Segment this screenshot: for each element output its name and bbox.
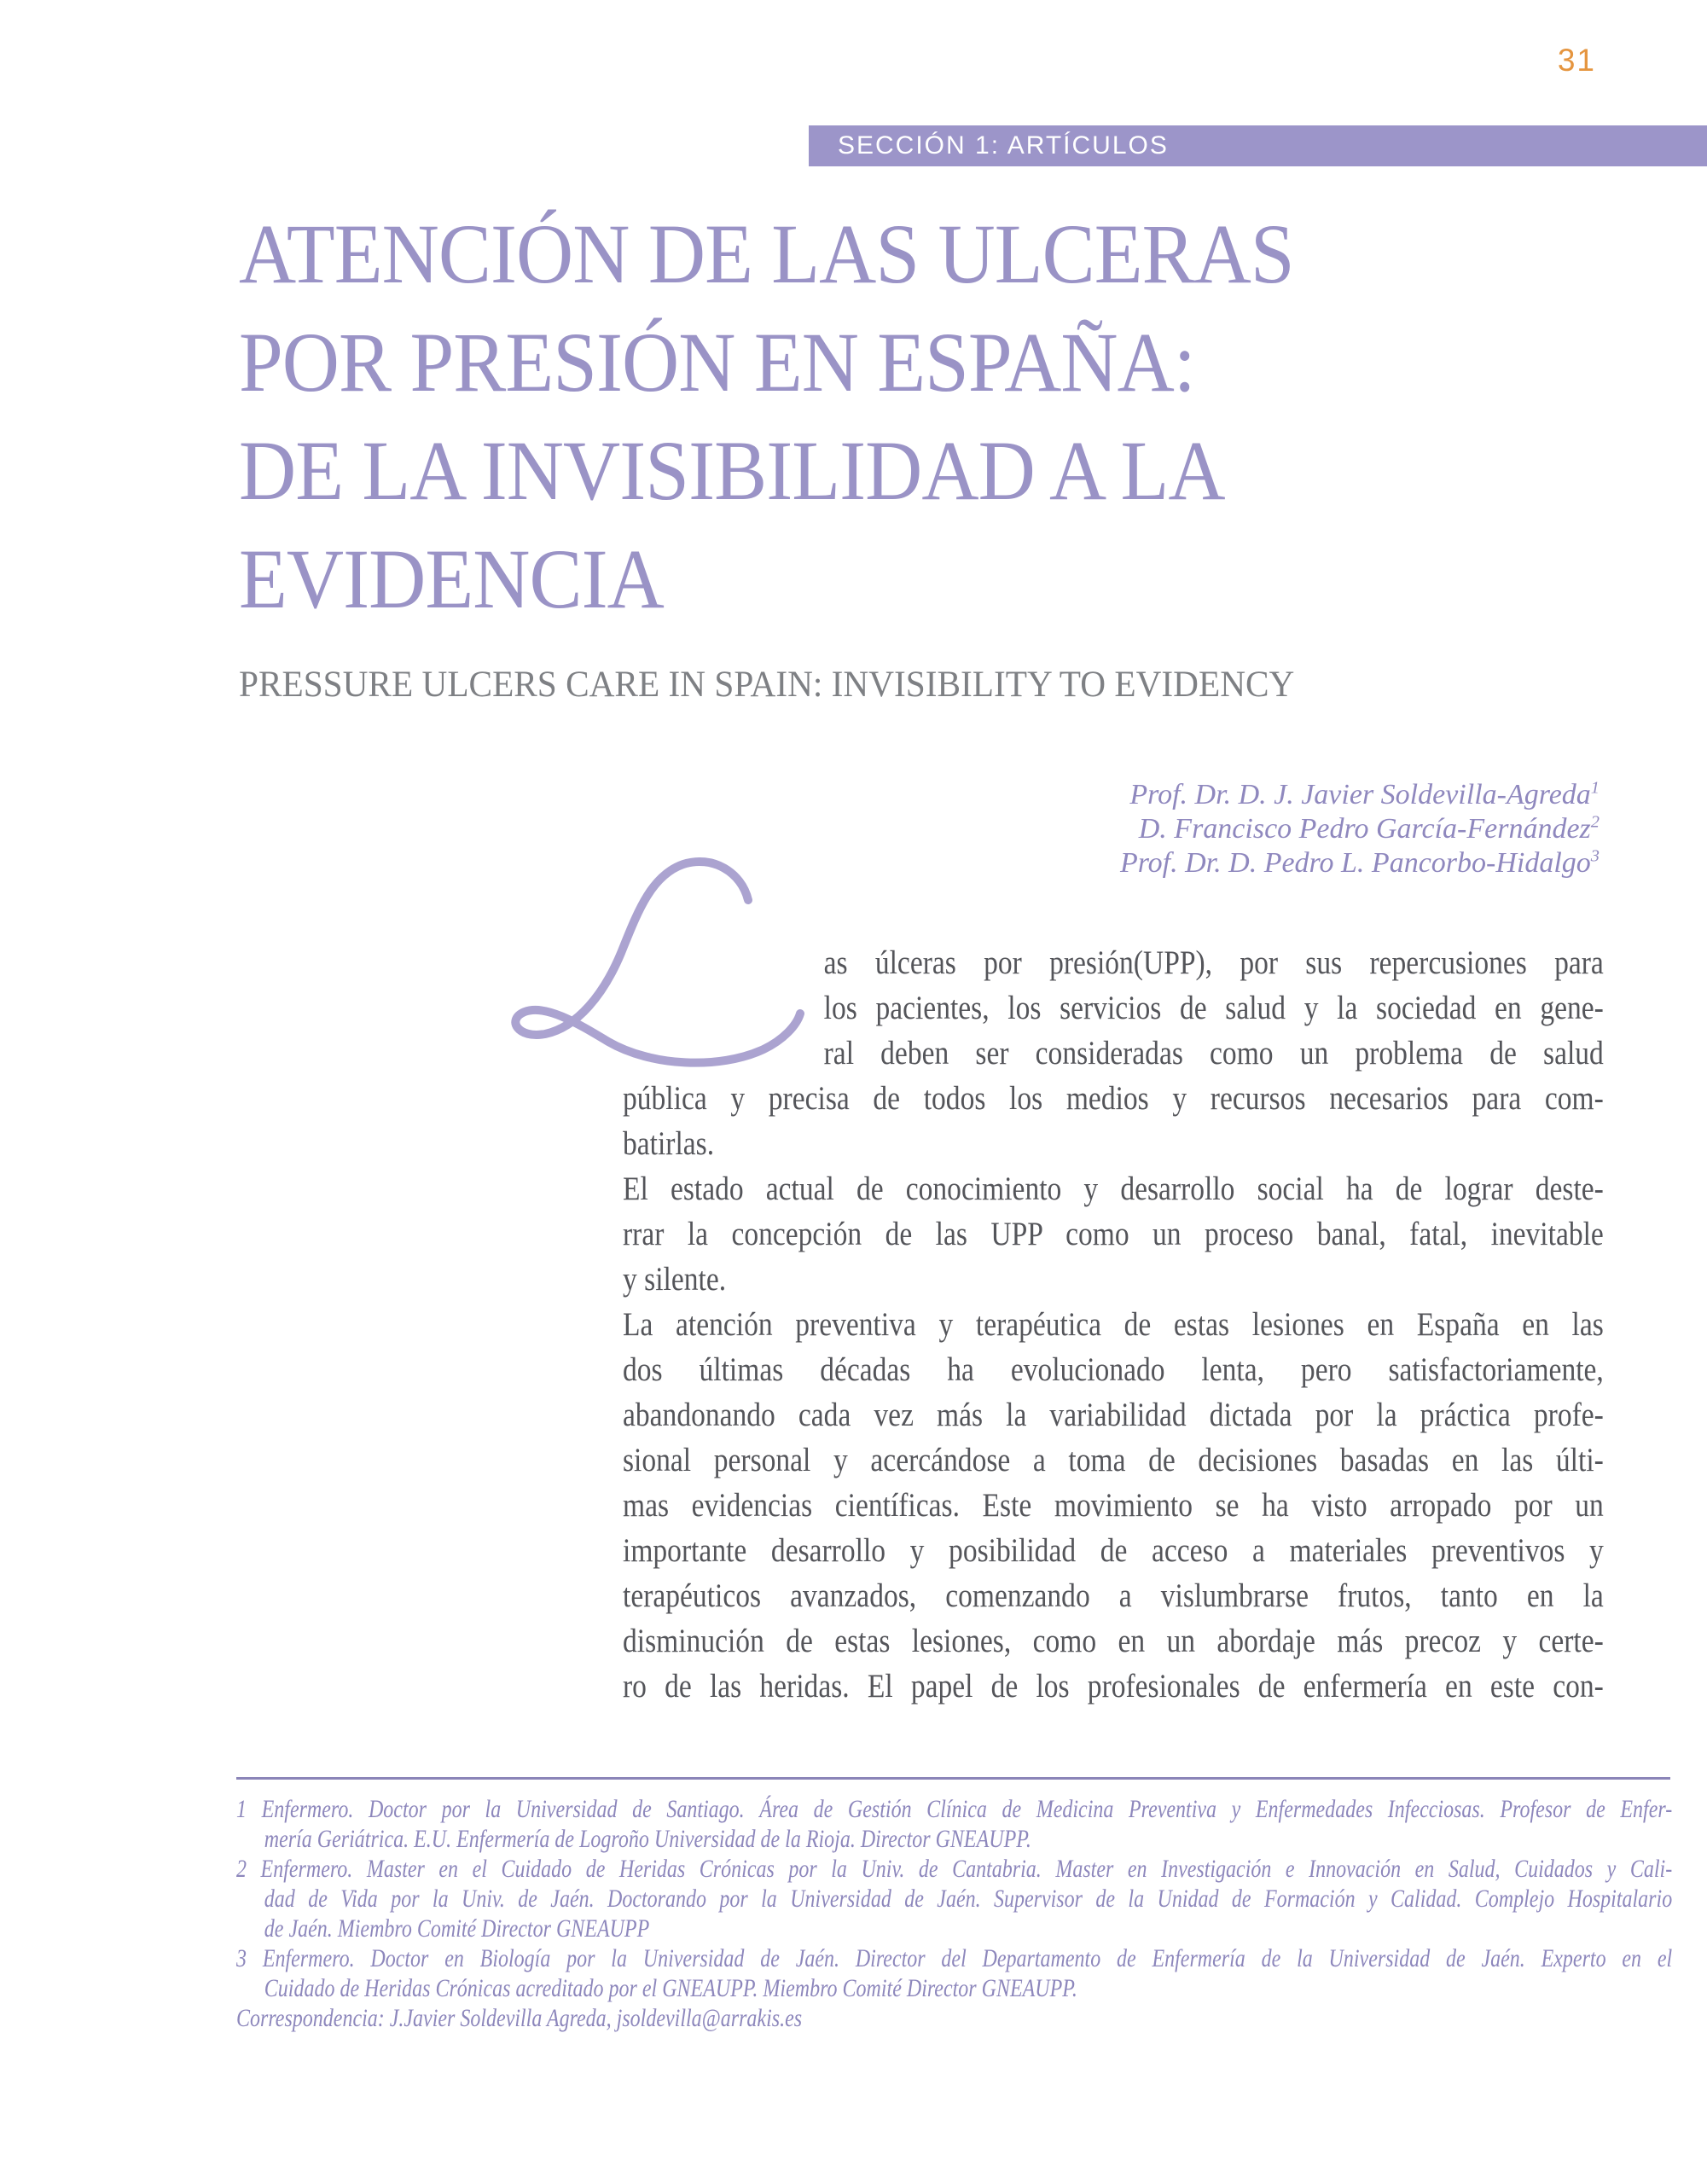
body-text-line: y silente. [623,1261,727,1298]
body-text-line: sional personal y acercándose a toma de decisiones basadas en las últi- [623,1442,1604,1478]
body-text-line: dos últimas décadas ha evolucionado lenta, pero satisfactoriamente, [623,1351,1604,1388]
body-text-line: pública y precisa de todos los medios y recursos necesarios para com- [623,1080,1604,1117]
author-footnote-ref: 3 [1590,846,1600,866]
body-text-line: batirlas. [623,1125,715,1162]
body-text-line: La atención preventiva y terapéutica de estas lesiones en España en las [623,1306,1604,1343]
body-text-line: abandonando cada vez más la variabilidad dictada por la práctica profe- [623,1397,1604,1433]
body-text-line: terapéuticos avanzados, comenzando a vislumbrarse frutos, tanto en la [623,1577,1604,1614]
section-banner [809,125,1707,166]
body-text-line: as úlceras por presión(UPP), por sus repercusiones para [823,944,1604,981]
footnote-line: dad de Vida por la Univ. de Jaén. Doctorando por la Universidad de Jaén. Supervisor de la Unidad de Formación y Calidad. Complejo Hospitalario [264,1885,1673,1913]
footnote-line: 2 Enfermero. Master en el Cuidado de Heridas Crónicas por la Univ. de Cantabria. Master en Investigación e Innovación en Salud, Cuidados y Cali- [236,1855,1673,1883]
footnote-correspondence-line: Correspondencia: J.Javier Soldevilla Agreda, jsoldevilla@arrakis.es [236,2004,803,2032]
article-title-line: EVIDENCIA [239,531,664,626]
footnote-line: 1 Enfermero. Doctor por la Universidad de Santiago. Área de Gestión Clínica de Medicina Preventiva y Enfermedades Infecciosas. Profesor de Enfer- [236,1795,1673,1823]
footnote-divider [236,1777,1670,1780]
article-title-line: POR PRESIÓN EN ESPAÑA: [239,315,1195,410]
footnote-line: de Jaén. Miembro Comité Director GNEAUPP [264,1914,650,1943]
footnote-line: mería Geriátrica. E.U. Enfermería de Logroño Universidad de la Rioja. Director GNEAUPP. [264,1825,1031,1853]
body-text-line: disminución de estas lesiones, como en un abordaje más precoz y certe- [623,1623,1604,1659]
article-title-line: DE LA INVISIBILIDAD A LA [239,423,1225,518]
body-text-line: El estado actual de conocimiento y desarrollo social ha de lograr deste- [623,1170,1604,1207]
article-body [623,940,1604,1709]
author-footnote-ref: 1 [1590,778,1600,798]
body-text-line: mas evidencias científicas. Este movimiento se ha visto arropado por un [623,1487,1604,1524]
article-title [239,200,1477,633]
footnote-block [236,1794,1672,2033]
author-line: Prof. Dr. D. Pedro L. Pancorbo-Hidalgo$^3$ [1119,846,1600,879]
body-text-line: rrar la concepción de las UPP como un proceso banal, fatal, inevitable [623,1216,1604,1252]
page-number: 31 [1557,43,1596,78]
body-text-line: ral deben ser consideradas como un problema de salud [823,1035,1604,1072]
article-subtitle: PRESSURE ULCERS CARE IN SPAIN: INVISIBILITY TO EVIDENCY [239,665,1295,705]
footnote-line: Cuidado de Heridas Crónicas acreditado por el GNEAUPP. Miembro Comité Director GNEAUPP. [264,1974,1077,2002]
author-footnote-ref: 2 [1590,812,1600,832]
body-text-line: ro de las heridas. El papel de los profesionales de enfermería en este con- [623,1668,1604,1705]
body-text-line: los pacientes, los servicios de salud y la sociedad en gene- [823,990,1604,1026]
footnote-line: 3 Enfermero. Doctor en Biología por la Universidad de Jaén. Director del Departamento de Enfermería de la Universidad de Jaén. Experto en el [236,1944,1673,1972]
body-text-line: importante desarrollo y posibilidad de acceso a materiales preventivos y [623,1532,1604,1569]
author-line: Prof. Dr. D. J. Javier Soldevilla-Agreda$^1$ [1129,778,1600,810]
article-title-line: ATENCIÓN DE LAS ULCERAS [239,206,1294,301]
author-list [1120,778,1600,880]
section-banner-label: SECCIÓN 1: ARTÍCULOS [838,131,1169,160]
author-line: D. Francisco Pedro García-Fernández$^2$ [1138,812,1600,845]
